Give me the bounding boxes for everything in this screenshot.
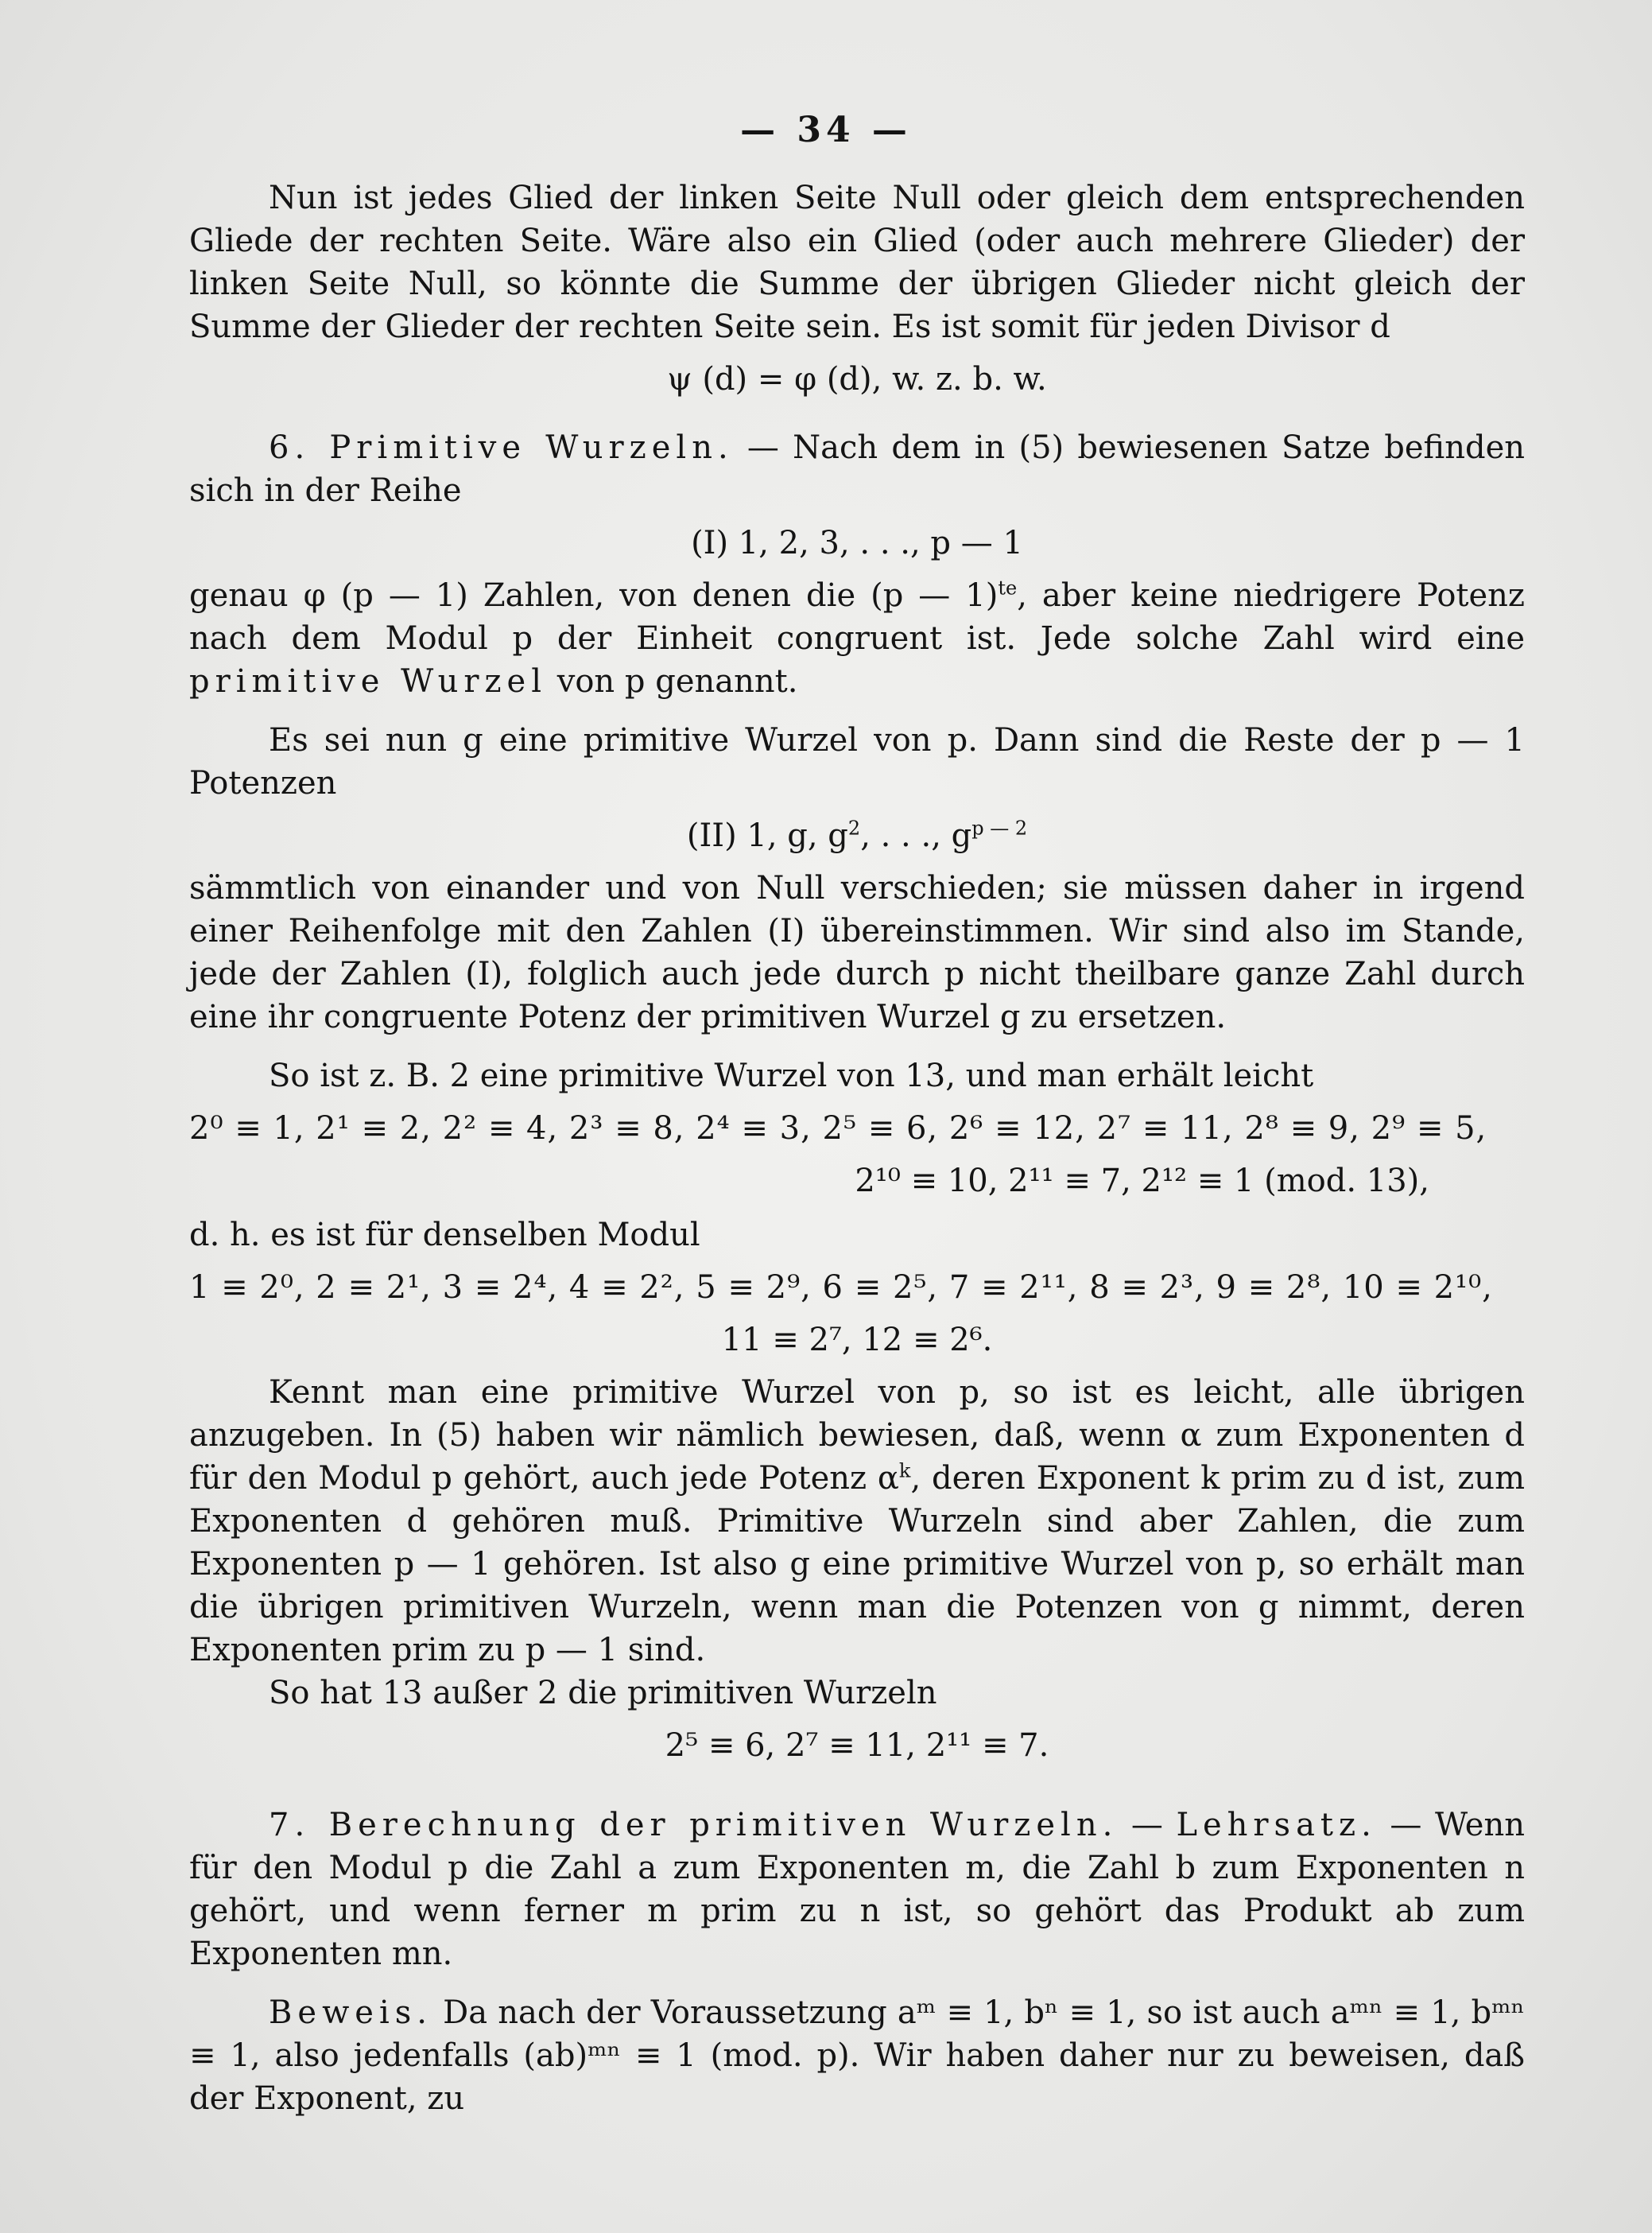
- paragraph-other-roots: Kennt man eine primitive Wurzel von p, so ist es leicht, alle übrigen anzugeben. In (5) haben wir nämlich bewiesen, daß, wenn α zum Exponenten d für den Modul p gehört, auch jede Potenz $\alpha^k$, deren Exponent k prim zu d ist, zum Exponenten d gehören muß. Primitive Wurzeln sind aber Zahlen, die zum Exponenten p — 1 gehören. Ist also g eine primitive Wurzel von p, so erhält man die übrigen primitiven Wurzeln, wenn man die Potenzen von g nimmt, deren Exponenten prim zu p — 1 sind.: [189, 1374, 1525, 1668]
- formula-powers-of-2: 2⁰ ≡ 1, 2¹ ≡ 2, 2² ≡ 4, 2³ ≡ 8, 2⁴ ≡ 3, 2⁵ ≡ 6, 2⁶ ≡ 12, 2⁷ ≡ 11, 2⁸ ≡ 9, 2⁹ ≡ 5,: [189, 1110, 1487, 1147]
- lehrsatz-label: Lehrsatz.: [1176, 1807, 1377, 1843]
- formula-series-I: (I) 1, 2, 3, . . ., p — 1: [691, 525, 1023, 561]
- formula-powers-of-2-cont: 2¹⁰ ≡ 10, 2¹¹ ≡ 7, 2¹² ≡ 1 (mod. 13),: [855, 1163, 1429, 1199]
- section-6-heading: 6. Primitive Wurzeln.: [269, 429, 734, 466]
- paragraph-residues: sämmtlich von einander und von Null verschieden; sie müssen daher in irgend einer Reihenfolge mit den Zahlen (I) übereinstimmen. Wir sind also im Stande, jede der Zahlen (I), folglich auch jede durch p nicht theilbare ganze Zahl durch eine ihr congruente Potenz der primitiven Wurzel g zu ersetzen.: [189, 870, 1525, 1035]
- paragraph-primitive-definition: genau φ (p — 1) Zahlen, von denen die (p — 1)$^{te}$, aber keine niedrigere Potenz nach dem Modul p der Einheit congruent ist. Jede solche Zahl wird eine primitive Wurzel von p genannt.: [189, 577, 1525, 700]
- paragraph-proof: Beweis. Da nach der Voraussetzung aᵐ ≡ 1, bⁿ ≡ 1, so ist auch aᵐⁿ ≡ 1, bᵐⁿ ≡ 1, also jedenfalls (ab)ᵐⁿ ≡ 1 (mod. p). Wir haben daher nur zu beweisen, daß der Exponent, zu: [189, 1994, 1525, 2117]
- formula-indices-cont: 11 ≡ 2⁷, 12 ≡ 2⁶.: [721, 1322, 993, 1358]
- formula-indices: 1 ≡ 2⁰, 2 ≡ 2¹, 3 ≡ 2⁴, 4 ≡ 2², 5 ≡ 2⁹, 6 ≡ 2⁵, 7 ≡ 2¹¹, 8 ≡ 2³, 9 ≡ 2⁸, 10 ≡ 2¹⁰,: [189, 1269, 1493, 1306]
- page-number: — 34 —: [740, 110, 912, 150]
- formula-psi-phi: ψ (d) = φ (d), w. z. b. w.: [667, 361, 1047, 398]
- paragraph-roots-of-13: So hat 13 außer 2 die primitiven Wurzeln: [269, 1675, 937, 1711]
- paragraph-powers-intro: Es sei nun g eine primitive Wurzel von p. Dann sind die Reste der p — 1 Potenzen: [189, 722, 1525, 802]
- paragraph-example-13: So ist z. B. 2 eine primitive Wurzel von 13, und man erhält leicht: [269, 1058, 1314, 1094]
- paragraph-conclusion: Nun ist jedes Glied der linken Seite Null oder gleich dem entsprechenden Gliede der rechten Seite. Wäre also ein Glied (oder auch mehrere Glieder) der linken Seite Null, so könnte die Summe der übrigen Glieder nicht gleich der Summe der Glieder der rechten Seite sein. Es ist somit für jeden Divisor d: [189, 180, 1525, 345]
- paragraph-same-modulus: d. h. es ist für denselben Modul: [189, 1217, 700, 1253]
- proof-label: Beweis.: [269, 1994, 433, 2031]
- section-6-intro: [189, 426, 1525, 512]
- page-body: [189, 177, 1525, 2120]
- formula-series-II: (II) 1, g, $g^2$, . . ., $g^{p — 2}$: [686, 817, 1028, 854]
- section-7-theorem: 7. Berechnung der primitiven Wurzeln. — Lehrsatz. — Wenn für den Modul p die Zahl a zum Exponenten m, die Zahl b zum Exponenten n gehört, und wenn ferner m prim zu n ist, so gehört das Produkt ab zum Exponenten mn.: [189, 1807, 1525, 1972]
- formula-roots-of-13: 2⁵ ≡ 6, 2⁷ ≡ 11, 2¹¹ ≡ 7.: [665, 1727, 1049, 1764]
- section-6-text: — Nach dem in (5) bewiesenen Satze befinden sich in der Reihe: [189, 429, 1526, 509]
- term-primitive-root: primitive Wurzel: [189, 663, 548, 700]
- section-7-heading: 7. Berechnung der primitiven Wurzeln.: [269, 1807, 1119, 1843]
